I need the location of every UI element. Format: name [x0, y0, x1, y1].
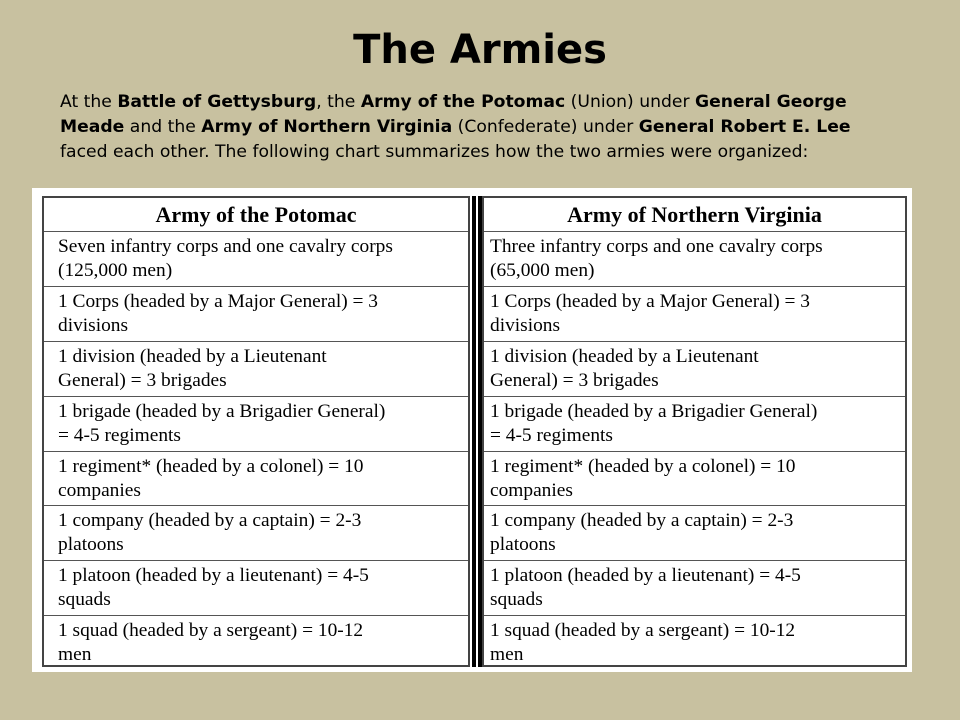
cell-line: General) = 3 brigades: [58, 369, 227, 391]
table-cell: [44, 397, 468, 452]
cell-line: 1 regiment* (headed by a colonel) = 10: [490, 455, 796, 477]
intro-text: (Confederate) under: [452, 117, 639, 137]
cell-line: General) = 3 brigades: [490, 369, 659, 391]
cell-line: divisions: [58, 314, 129, 336]
cell-line: 1 division (headed by a Lieutenant: [58, 345, 327, 367]
column-header: Army of Northern Virginia: [484, 198, 905, 232]
intro-text: (Union) under: [565, 92, 695, 112]
cell-line: (65,000 men): [490, 260, 595, 281]
cell-line: squads: [490, 589, 543, 611]
table-cell: [44, 342, 468, 397]
cell-line: = 4-5 regiments: [490, 424, 613, 446]
table-cell: [44, 616, 468, 671]
table-cell: [484, 232, 905, 287]
cell-line: 1 Corps (headed by a Major General) = 3: [58, 290, 379, 312]
table-cell: [44, 561, 468, 616]
cell-line: 1 company (headed by a captain) = 2-3: [58, 510, 362, 532]
cell-line: men: [58, 644, 92, 666]
table-cell: [484, 397, 905, 452]
table-cell: [484, 452, 905, 507]
cell-line: 1 platoon (headed by a lieutenant) = 4-5: [58, 565, 369, 587]
intro-emphasis: Battle of Gettysburg: [117, 92, 317, 112]
intro-emphasis: Army of Northern Virginia: [201, 117, 453, 137]
column-divider-bar: [472, 196, 476, 667]
cell-line: 1 division (headed by a Lieutenant: [490, 345, 759, 367]
cell-line: = 4-5 regiments: [58, 424, 181, 446]
table-column-potomac: [42, 196, 470, 667]
table-cell: [484, 342, 905, 397]
cell-line: 1 squad (headed by a sergeant) = 10-12: [58, 620, 364, 642]
cell-line: divisions: [490, 314, 561, 336]
intro-emphasis: Army of the Potomac: [360, 92, 566, 112]
intro-emphasis: Meade: [60, 117, 125, 137]
cell-line: companies: [58, 479, 141, 501]
cell-line: 1 brigade (headed by a Brigadier General): [58, 400, 386, 422]
slide-title: The Armies: [353, 27, 607, 73]
table-cell: [484, 506, 905, 561]
table-cell: [44, 287, 468, 342]
table-cell: [484, 561, 905, 616]
cell-line: (125,000 men): [58, 260, 173, 281]
intro-text: faced each other. The following chart summarizes how the two armies were organized:: [60, 142, 809, 162]
army-organization-table: [32, 188, 912, 672]
intro-text: At the: [60, 92, 118, 112]
cell-line: 1 platoon (headed by a lieutenant) = 4-5: [490, 565, 801, 587]
intro-emphasis: General George: [695, 92, 847, 112]
table-cell: [44, 452, 468, 507]
cell-line: companies: [490, 479, 573, 501]
cell-line: platoons: [490, 534, 556, 556]
table-cell: [484, 287, 905, 342]
cell-line: 1 company (headed by a captain) = 2-3: [490, 510, 794, 532]
cell-line: Seven infantry corps and one cavalry corps: [58, 236, 393, 257]
intro-emphasis: General Robert E. Lee: [638, 117, 851, 137]
table-column-northern-virginia: [482, 196, 907, 667]
column-header: Army of the Potomac: [44, 198, 468, 232]
table-cell: [484, 616, 905, 671]
table-cell: [44, 232, 468, 287]
table-cell: [44, 506, 468, 561]
cell-line: platoons: [58, 534, 124, 556]
cell-line: squads: [58, 589, 111, 611]
cell-line: 1 brigade (headed by a Brigadier General): [490, 400, 818, 422]
cell-line: men: [490, 644, 524, 666]
intro-text: , the: [316, 92, 361, 112]
cell-line: 1 squad (headed by a sergeant) = 10-12: [490, 620, 796, 642]
intro-paragraph: [60, 90, 920, 165]
cell-line: 1 Corps (headed by a Major General) = 3: [490, 290, 811, 312]
cell-line: Three infantry corps and one cavalry corps: [490, 236, 823, 257]
intro-text: and the: [124, 117, 202, 137]
cell-line: 1 regiment* (headed by a colonel) = 10: [58, 455, 364, 477]
